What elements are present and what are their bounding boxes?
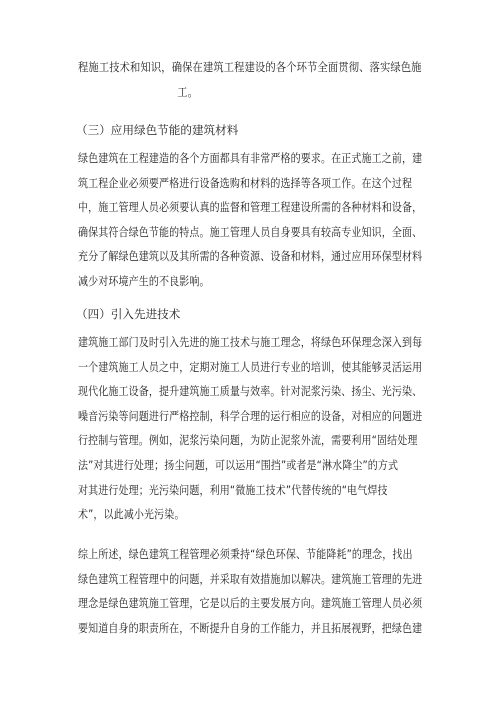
- text-line: 综上所述，绿色建筑工程管理必须秉持“绿色环保、节能降耗”的理念，找出: [78, 547, 413, 561]
- paragraph-2: [78, 146, 477, 294]
- text-line: 现代化施工设备，提升建筑施工质量与效率。针对泥浆污染、扬尘、光污染、: [78, 384, 423, 399]
- section-heading-4: （四）引入先进技术: [76, 307, 181, 321]
- text-line: 工。: [177, 84, 199, 99]
- text-line: 中，施工管理人员必须要认真的监督和管理工程建设所需的各种材料和设备，: [78, 200, 423, 215]
- text-line: 理念是绿色建筑施工管理，它是以后的主要发展方向。建筑施工管理人员必须: [78, 596, 423, 611]
- text-line: 绿色建筑在工程建造的各个方面都具有非常严格的要求。在正式施工之前，建: [78, 151, 423, 165]
- text-line: 法”对其进行处理；扬尘问题，可以运用“围挡”或者是“淋水降尘”的方式: [78, 457, 399, 472]
- text-line: 噪音污染等问题进行严格控制，科学合理的运行相应的设备，对相应的问题进: [78, 408, 423, 423]
- text-line: 减少对环境产生的不良影响。: [78, 273, 210, 288]
- text-line: 行控制与管理。例如，泥浆污染问题，为防止泥浆外流，需要利用“固结处理: [78, 433, 418, 448]
- text-line: 要知道自身的职责所在，不断提升自身的工作能力，并且拓展视野，把绿色建: [78, 620, 423, 635]
- text-line: 绿色建筑工程管理中的问题，并采取有效措施加以解决。建筑施工管理的先进: [78, 571, 423, 586]
- section-heading-3: （三）应用绿色节能的建筑材料: [76, 123, 239, 137]
- paragraph-4: [78, 542, 477, 640]
- text-line: 充分了解绿色建筑以及其所需的各种资源、设备和材料，通过应用环保型材料: [78, 249, 423, 264]
- paragraph-3: [78, 330, 477, 527]
- text-line: 对其进行处理；光污染问题，利用“微施工技术”代替传统的“电气焊技: [78, 482, 388, 497]
- text-line: 建筑施工部门及时引入先进的施工技术与施工理念，将绿色环保理念深入到每: [78, 335, 423, 349]
- paragraph-1: [78, 55, 466, 104]
- text-line: 术”，以此减小光污染。: [78, 507, 185, 522]
- text-line: 程施工技术和知识，确保在建筑工程建设的各个环节全面贯彻、落实绿色施: [78, 60, 422, 74]
- text-line: 筑工程企业必须要严格进行设备选购和材料的选择等各项工作。在这个过程: [78, 175, 413, 190]
- text-line: 一个建筑施工人员之中，定期对施工人员进行专业的培训，使其能够灵活运用: [78, 359, 423, 374]
- text-line: 确保其符合绿色节能的特点。施工管理人员自身要具有较高专业知识，全面、: [78, 224, 423, 239]
